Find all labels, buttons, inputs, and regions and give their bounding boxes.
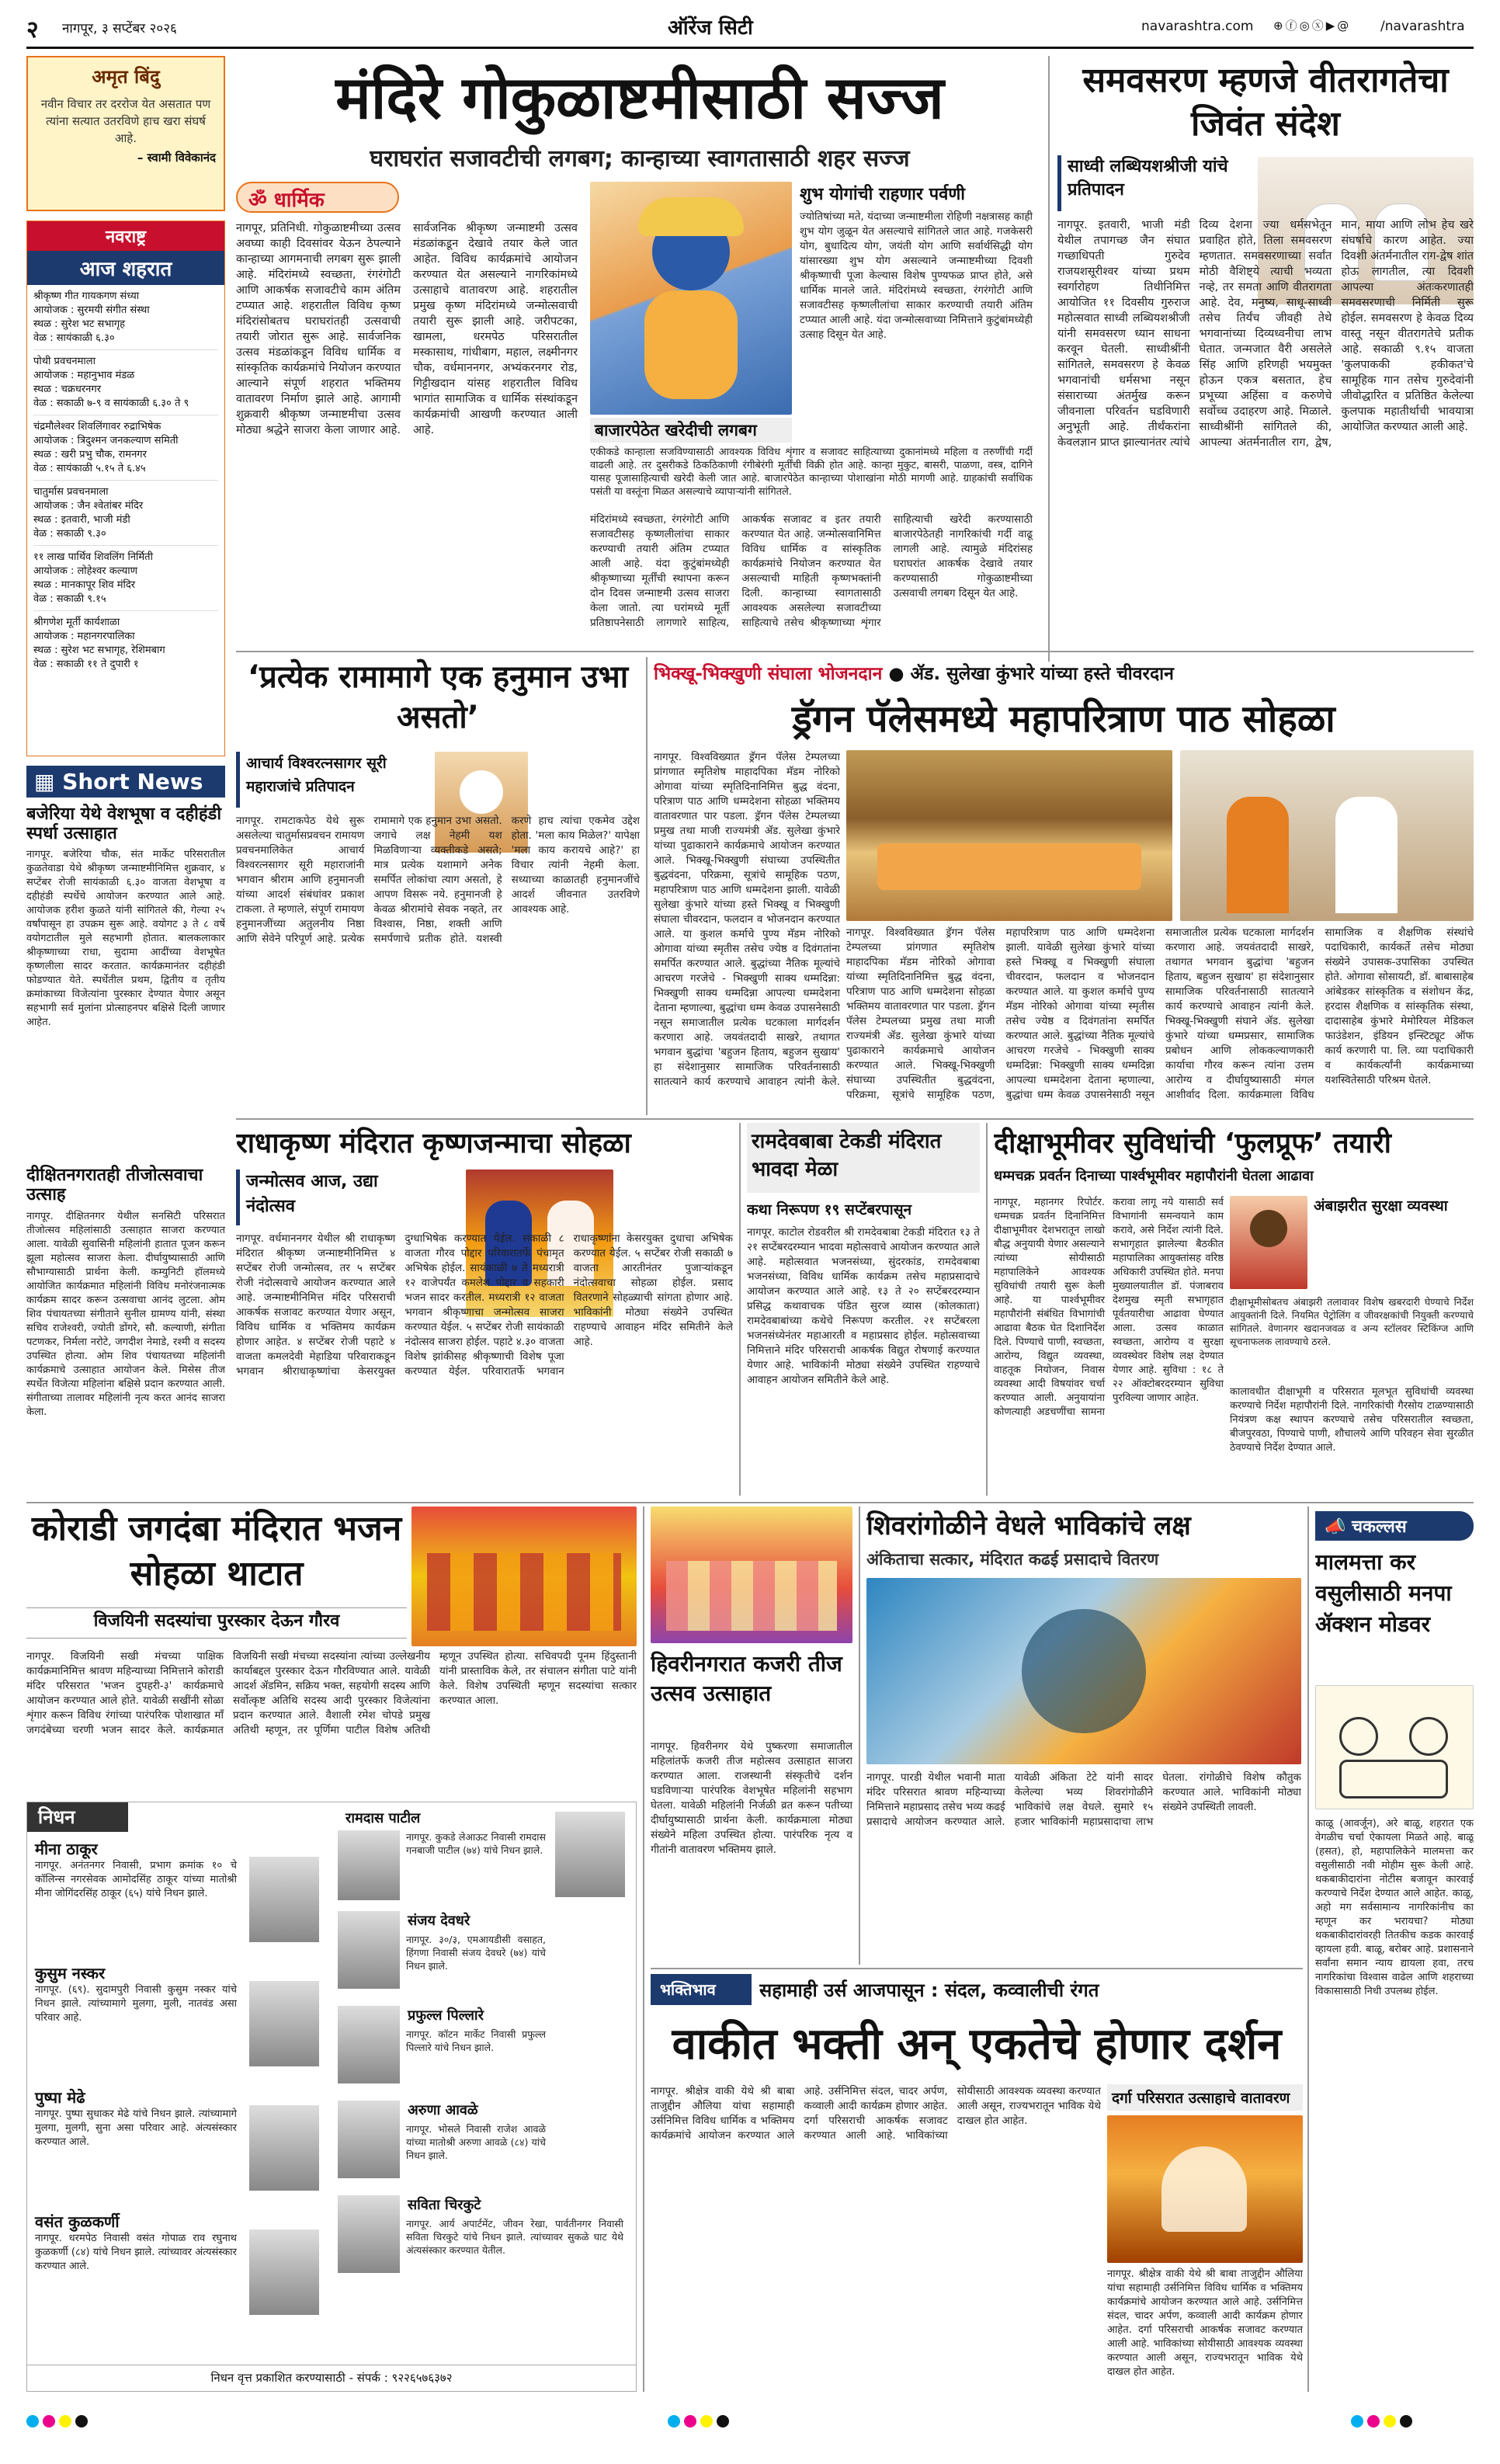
obit-name: प्रफुल्ल पिल्लारे: [408, 2007, 484, 2024]
shiva-sub: अंकिताचा सत्कार, मंदिरात कढई प्रसादाचे वितरण: [866, 1550, 1159, 1569]
event-item: श्रीकृष्ण गीत गायकगण संध्या आयोजक : सुरमयी संगीत संस्था स्थळ : सुरेश भट सभागृह वेळ : सायंकाळी ६.३०: [33, 290, 218, 350]
registration-dots-right: [1351, 2415, 1467, 2435]
ramamage-body: नागपूर. रामटाकपेठ येथे सुरू असलेल्या चातुर्मासप्रवचन रामायण प्रवचनमालिकेत आचार्य विश्वरत्नसागर सूरी महाराजांनी भगवान श्रीराम आणि हनुमानजी यांच्या आदर्श संबंधांवर प्रकाश टाकला. ते म्हणाले, संपूर्ण रामायण हनुमानजींच्या अतुलनीय निष्ठा आणि सेवेने परिपूर्ण आहे. प्रत्येक रामामागे एक हनुमान उभा असतो. जगाचे लक्ष नेहमी यश मिळविणाऱ्या व्यक्तीकडे असते; मात्र प्रत्येक यशामागे अनेक समर्पित लोकांचा त्याग असतो, हे आपण विसरू नये. हनुमानजी हे केवळ श्रीरामांचे सेवक नव्हते, तर विश्वास, निष्ठा, शक्ती आणि समर्पणाचे प्रतीक होते. यशस्वी करणे हाच त्यांचा एकमेव उद्देश होता. 'मला काय मिळेल?' यापेक्षा 'मला काय करायचे आहे?' हा विचार त्यांनी नेहमी केला. सध्याच्या काळातही हनुमानजींचे आदर्श जीवनात उतरविणे आवश्यक आहे.: [236, 815, 640, 945]
chaklas-tag: 📣 चकल्लस: [1315, 1511, 1474, 1541]
koradi-headline: कोराडी जगदंबा मंदिरात भजन सोहळा थाटात: [31, 1509, 402, 1593]
obit-body: नागपूर. आर्य अपार्टमेंट, जीवन रेखा, पार्वतीनगर निवासी सविता चिरकुटे यांचे निधन झाले. त्यांच्यावर सुकळे घाट येथे अंत्यसंस्कार करण्यात येतील.: [406, 2218, 627, 2256]
obit-photo: [338, 2195, 400, 2273]
main-body-1: नागपूर, प्रतिनिधी. गोकुळाष्टमीच्या उत्सव अवघ्या काही दिवसांवर येऊन ठेपल्याने कान्हाच्या आगमनाची लगबग सुरू झाली आहे. मंदिरांमध्ये स्वच्छता, रंगरंगोटी आणि आकर्षक सजावटीचे काम अंतिम टप्प्यात आहे. शहरातील विविध कृष्ण मंदिरांसोबतच घराघरांतही उत्सवाची तयारी जोरात सुरू आहे. सार्वजनिक उत्सव मंडळांकडून विविध धार्मिक व सांस्कृतिक कार्यक्रमांचे नियोजन करण्यात आल्याने संपूर्ण शहरात भक्तिमय वातावरण निर्माण झाले आहे. आगामी शुक्रवारी श्रीकृष्ण जन्माष्टमीचा उत्सव मोठ्या श्रद्धेने साजरा केला जाणार आहे. सार्वजनिक श्रीकृष्ण जन्माष्टमी उत्सव मंडळांकडून देखावे तयार केले जात आहेत. विविध कार्यक्रमांचे आयोजन करण्यात येत असल्याने नागरिकांमध्ये उत्साहाचे वातावरण आहे. शहरातील प्रमुख कृष्ण मंदिरांमध्ये जन्मोत्सवाची तयारी सुरू झाली आहे. जरीपटका, खामला, धरमपेठ परिसरातील मस्कासाथ, गांधीबाग, महाल, लक्ष्मीनगर चौक, वर्धमाननगर, अभ्यंकरनगर रोड, गिट्टीखदान यांसह शहरातील विविध भागांत सामाजिक व धार्मिक संस्थांकडून कार्यक्रमांची आखणी करण्यात आली आहे.: [236, 222, 578, 436]
ramamage-headline: ‘प्रत्येक रामामागे एक हनुमान उभा असतो’: [247, 659, 629, 735]
event-item: पोथी प्रवचनमाला आयोजक : महानुभाव मंडळ स्थळ : चक्रधरनगर वेळ : सकाळी ७-९ व सायंकाळी ६.३० ते ९: [33, 355, 218, 415]
bhikkhu-body-b: नागपूर. विश्वविख्यात ड्रॅगन पॅलेस टेम्पलच्या प्रांगणात स्मृतिशेष माहादपिका मॅडम नोरिको ओगावा यांच्या स्मृतिदिनानिमित्त बुद्ध वंदना, परित्राण पाठ आणि धम्मदेशना सोहळा भक्तिमय वातावरणात पार पडला. ड्रॅगन पॅलेस टेम्पलच्या प्रमुख तथा माजी राज्यमंत्री ॲड. सुलेखा कुंभारे यांच्या पुढाकाराने कार्यक्रमाचे आयोजन करण्यात आले. भिक्खू-भिक्खुणी संघाच्या उपस्थितीत बुद्धवंदना, परिक्रमा, सूत्रांचे सामूहिक पठण, महापरित्राण पाठ आणि धम्मदेशना झाली. यावेळी सुलेखा कुंभारे यांच्या हस्ते भिक्खू व भिक्खुणी संघाला चीवरदान, फलदान व भोजनदान करण्यात आले. या कुशल कर्माचे पुण्य मॅडम नोरिको ओगावा यांच्या स्मृतीस तसेच ज्येष्ठ व दिवंगतांना समर्पित करण्यात आले. बुद्धांच्या नैतिक मूल्यांचे आचरण गरजेचे - भिक्खुणी साक्य धम्मदिन्ना: भिक्खुणी साक्य धम्मदिन्ना आपल्या धम्मदेशना देताना म्हणाल्या, बुद्धांचा धम्म केवळ उपासनेसाठी नसून समाजातील प्रत्येक घटकाला मार्गदर्शन करणारा आहे. जयवंतदादी साखरे, तथागत भगवान बुद्धांचा 'बहुजन हिताय, बहुजन सुखाय' हा संदेशानुसार सामाजिक परिवर्तनासाठी सातत्याने कार्य करण्याचे आवाहन त्यांनी केले. भिक्खू-भिक्खुणी संघाने ॲड. सुलेखा कुंभारे यांच्या धम्मप्रसार, सामाजिक प्रबोधन आणि लोककल्याणकारी कार्याचा गौरव करून त्यांना उत्तम आरोग्य व दीर्घायुष्यासाठी मंगल आशीर्वाद दिला. कार्यक्रमाला विविध सामाजिक व शैक्षणिक संस्थांचे पदाधिकारी, कार्यकर्ते तसेच मोठ्या संख्येने उपासक-उपासिका उपस्थित होते. ओगावा सोसायटी, डॉ. बाबासाहेब आंबेडकर सांस्कृतिक व संशोधन केंद्र, हरदास शैक्षणिक व सांस्कृतिक संस्था, दादासाहेब कुंभारे मेमोरियल मेडिकल फाउंडेशन, इंडियन इन्स्टिट्यूट ऑफ कार्य करणारी पा. लि. व्या पदाधिकारी व कार्यकर्त्यांनी कार्यक्रमाच्या यशस्वितेसाठी परिश्रम घेतले.: [846, 926, 1474, 1101]
nidhan-title: निधन: [27, 1802, 128, 1832]
news-icon: ▦: [34, 769, 63, 794]
shiva-body: नागपूर. पारडी येथील भवानी माता मंदिर परिसरात श्रावण महिन्याच्या निमित्ताने महाप्रसाद तसेच भव्य कढई प्रसादाचे आयोजन करण्यात आले. यावेळी अंकिता टेटे यांनी सादर केलेल्या भव्य शिवरांगोळीने भाविकांचे लक्ष वेधले. सुमारे १५ हजार भाविकांनी महाप्रसादाचा लाभ घेतला. रांगोळीचे विशेष कौतुक करण्यात आले. भाविकांनी मोठ्या संख्येने उपस्थिती लावली.: [866, 1771, 1301, 1828]
page-number: २: [26, 16, 39, 43]
chaklas-body: काळू (आवर्जून), अरे बाळू, शहरात एक वेगळीच चर्चा ऐकायला मिळते आहे. बाळू (हसत), हो, महापालिकेने मालमत्ता कर वसुलीसाठी नवी मोहीम सुरू केली आहे. थकबाकीदारांना नोटीस बजावून कारवाई करण्याचे निर्देश देण्यात आले आहेत. काळू, अहो मग सर्वसामान्य नागरिकांनीच का म्हणून कर भरायचा? मोठ्या थकबाकीदारांवरही तितकीच कडक कारवाई व्हायला हवी. बाळू, बरोबर आहे. प्रशासनाने सर्वांना समान न्याय द्यायला हवा, तरच नागरिकांचा विश्वास वाढेल आणि शहराच्या विकासासाठी निधी उपलब्ध होईल.: [1315, 1818, 1474, 1997]
kajari-teej-photo: [651, 1507, 852, 1643]
page-header: [0, 0, 1500, 54]
obituary: [338, 1911, 630, 2001]
main-body-2: ज्योतिषांच्या मते, यंदाच्या जन्माष्टमीला रोहिणी नक्षत्रासह काही शुभ योग जुळून येत असल्याचे सांगितले जात आहे. गजकेसरी योग, बुधादित्य योग, जयंती योग आणि सर्वार्थसिद्धी योग यांसारख्या शुभ योग असल्याने जन्माष्टमीच्या दिवशी श्रीकृष्णाची पूजा केल्यास विशेष पुण्यफळ प्राप्त होते, असे धार्मिक मानले जाते. मंदिरांमध्ये स्वच्छता, रंगरंगोटी आणि सजावटीसह कृष्णलीलांचा साकार करण्याची तयारी अंतिम टप्प्यात आली आहे. यंदा जन्मोत्सवाच्या निमित्ताने कुटुंबांमध्येही उत्साह दिसून येत आहे.: [800, 210, 1033, 341]
obit-body: नागपूर. ३०/३, एमआयडीसी वसाहत, हिंगणा निवासी संजय देवधरे (७४) यांचे निधन झाले.: [406, 1934, 549, 1972]
bhakti-sub: दर्गा परिसरात उत्साहाचे वातावरण: [1107, 2084, 1303, 2111]
diksha-headline: दीक्षाभूमीवर सुविधांची ‘फुलप्रूफ’ तयारी: [994, 1128, 1391, 1159]
koradi-body: नागपूर. विजयिनी सखी मंचच्या पाक्षिक कार्यक्रमानिमित्त श्रावण महिन्याच्या निमित्ताने कोराडी मंदिर परिसरात 'भजन दुपहरी-३' कार्यक्रमाचे आयोजन करण्यात आले होते. यावेळी सखींनी सोळा शृंगार करून विविध रंगांच्या पारंपरिक पोशाखात माँ जगदंबेच्या चरणी भजन सादर केले. कार्यक्रमात विजयिनी सखी मंचच्या सदस्यांना त्यांच्या उल्लेखनीय कार्याबद्दल पुरस्कार देऊन गौरविण्यात आले. यावेळी आदर्श ॲडमिन, सक्रिय भक्त, सहयोगी सदस्य आणि सर्वोत्कृष्ट अतिथि सदस्य आदी पुरस्कार विजेत्यांना प्रदान करण्यात आले. वैशाली रमेश चोपडे प्रमुख अतिथी म्हणून, तर पूर्णिमा पाटील विशेष अतिथी म्हणून उपस्थित होत्या. सचिवपदी पूनम हिंदुस्तानी यांनी प्रास्ताविक केले, तर संचालन संगीता पाटे यांनी केले. विशेष उपस्थिती म्हणून सदस्यांचा सत्कार करण्यात आला.: [26, 1650, 637, 1736]
diksha-body: नागपूर, महानगर रिपोर्टर. धम्मचक्र प्रवर्तन दिनानिमित्त दीक्षाभूमीवर देशभरातून लाखो बौद्ध अनुयायी येणार असल्याने त्यांच्या सोयीसाठी महापालिकेने आवश्यक सुविधांची तयारी सुरू केली आहे. या पार्श्वभूमीवर महापौरांनी संबंधित विभागांची आढावा बैठक घेत दिशानिर्देश दिले. पिण्याचे पाणी, स्वच्छता, आरोग्य, विद्युत व्यवस्था, वाहतूक नियोजन, निवास व्यवस्था आदी विषयांवर चर्चा करण्यात आली. अनुयायांना कोणत्याही अडचणींचा सामना करावा लागू नये यासाठी सर्व विभागांनी समन्वयाने काम करावे, असे निर्देश त्यांनी दिले. सभागृहात झालेल्या बैठकीत महापालिका आयुक्तांसह वरिष्ठ अधिकारी उपस्थित होते. मनपा मुख्यालयातील डॉ. पंजाबराव देशमुख स्मृती सभागृहात पूर्वतयारीचा आढावा घेण्यात आला. उत्सव काळात स्वच्छता, आरोग्य व सुरक्षा व्यवस्थेवर विशेष लक्ष देण्यात येणार आहे. सुविधा : १८ ते २२ ऑक्टोबरदरम्यान सुविधा पुरविल्या जाणार आहेत.: [994, 1197, 1224, 1418]
event-item: चंद्रमौलेश्वर शिवलिंगावर रुद्राभिषेक आयोजक : त्रिदुश्मन जनकल्याण समिती स्थळ : खरी प्रभु चौक, रामनगर वेळ : सायंकाळी ५.१५ ते ६.४५: [33, 420, 218, 481]
amrut-bindu-box: [26, 56, 225, 211]
obit-body: नागपूर. भोसले निवासी राजेश आवळे यांच्या मातोश्री अरुणा आवळे (८४) यांचे निधन झाले.: [406, 2123, 549, 2161]
obit-name: रामदास पाटील: [345, 1810, 421, 1826]
hivri-body: नागपूर. हिवरीनगर येथे पुष्करणा समाजातील महिलांतर्फे कजरी तीज महोत्सव उत्साहात साजरा करण्यात आला. राजस्थानी संस्कृतीचे दर्शन घडविणाऱ्या पारंपरिक वेशभूषेत महिलांनी सहभाग घेतला. यावेळी महिलांनी निर्जळी व्रत करून पतीच्या दीर्घायुष्यासाठी प्रार्थना केली. कार्यक्रमाला मोठ्या संख्येने महिला उपस्थित होत्या. पारंपरिक नृत्य व गीतांनी वातावरण भक्तिमय झाले.: [651, 1740, 852, 1856]
bhikkhu-headline: ड्रॅगन पॅलेसमध्ये महापरित्राण पाठ सोहळा: [792, 697, 1335, 741]
aaj-title: आज शहरात: [27, 251, 224, 285]
obit-name: पुष्पा मेढे: [35, 2088, 85, 2107]
obit-photo: [249, 2229, 319, 2315]
whatsapp-icon[interactable]: ⊕: [1273, 19, 1286, 33]
ramdev-body: नागपूर. काटोल रोडवरील श्री रामदेवबाबा टेकडी मंदिरात १३ ते २१ सप्टेंबरदरम्यान भादवा महोत्सवाचे आयोजन करण्यात आले आहे. महोत्सवात भजनसंध्या, सुंदरकांड, रामदेवबाबा भजनसंध्या, विविध धार्मिक कार्यक्रम तसेच महाप्रसादाचे आयोजन करण्यात आले आहे. १३ ते २० सप्टेंबरदरम्यान प्रसिद्ध कथावाचक पंडित सुरज व्यास (कोलकाता) रामदेवबाबांच्या कथेचे निरूपण करतील. २१ सप्टेंबरला भजनसंध्येनंतर महाआरती व महाप्रसाद होईल. महोत्सवाच्या निमित्ताने मंदिर परिसराची आकर्षक विद्युत रोषणाई करण्यात येणार आहे. भाविकांनी मोठ्या संख्येने उपस्थित राहण्याचे आवाहन आयोजन समितीने केले आहे.: [747, 1226, 980, 1386]
main-deck: घराघरांत सजावटीची लगबग; कान्हाच्या स्वागतासाठी शहर सज्ज: [370, 145, 910, 172]
nidhan-box: [26, 1802, 637, 2392]
diksha-box-title: अंबाझरीत सुरक्षा व्यवस्था: [1314, 1197, 1448, 1215]
site-link[interactable]: navarashtra.com: [1141, 19, 1254, 34]
obit-name: वसंत कुळकर्णी: [35, 2212, 120, 2231]
registration-dots-center: [668, 2415, 823, 2435]
amrut-text: नवीन विचार तर दररोज येत असतात पण त्यांना सत्यात उतरविणे हाच खरा संघर्ष आहे.: [40, 97, 211, 145]
short-news-body: नागपूर. दीक्षितनगर येथील सनसिटी परिसरात तीजोत्सव महिलांसाठी उत्साहात साजरा करण्यात आला. यावेळी सुवासिनी महिलांनी हातात पूजन करून झूला महोत्सव साजरा केला. दीर्घायुष्यासाठी आणि सौभाग्यासाठी प्रार्थना केली. कम्युनिटी हॉलमध्ये आयोजित कार्यक्रमात महिलांनी विविध मनोरंजनात्मक कार्यक्रम सादर करून उत्सवाचा आनंद लुटला. ओम शिव पंचायतच्या संगीताने सुनील ग्रामण्य यांनी, संस्था सचिव राजेश्वरी, ज्योती डोंगरे, सौ. कल्याणी, संगीता पटणकर, निर्मला नरोटे, जगदीश नेमाडे, रश्मी व सदस्य उपस्थित होत्या. ओम शिव पंचायतच्या महिलांनी कार्यक्रमाचे उत्साहात आयोजन केले. मिसेस तीज स्पर्धेत विजेत्या महिलांना बक्षिसे प्रदान करण्यात आली. संगीताच्या तालावर महिलांनी नृत्य करत आनंद साजरा केला.: [26, 1210, 225, 1418]
obit-name: सविता चिरकुटे: [408, 2197, 481, 2213]
x-icon[interactable]: ⓧ: [1311, 19, 1326, 33]
dragon-palace-photo: [846, 750, 1172, 921]
obituary: [35, 1962, 322, 2079]
obit-photo: [338, 1830, 400, 1900]
aaj-shahrat-box: [26, 221, 225, 756]
threads-icon[interactable]: @: [1337, 19, 1352, 33]
obit-photo: [249, 1857, 319, 1942]
main-body-4: मंदिरांमध्ये स्वच्छता, रंगरंगोटी आणि सजावटीसह कृष्णलीलांचा साकार करण्याची तयारी अंतिम टप्प्यात आली आहे. यंदा कुटुंबांमध्येही श्रीकृष्णाच्या मूर्तींची स्थापना करून दोन दिवस जन्माष्टमी उत्सव साजरा केला जातो. त्या घरांमध्ये मूर्ती प्रतिष्ठापनेसाठी लागणारे साहित्य, आकर्षक सजावट व इतर तयारी करण्यात येत आहे. जन्मोत्सवानिमित्त विविध धार्मिक व सांस्कृतिक कार्यक्रमांचे नियोजन करण्यात येत असल्याची माहिती कृष्णभक्तांनी दिली. कान्हाच्या स्वागतासाठी आवश्यक असलेल्या सजावटीच्या साहित्याचे तसेच श्रीकृष्णाच्या शृंगार साहित्याची खरेदी करण्यासाठी बाजारपेठेतही नागरिकांची गर्दी वाढू लागली आहे. त्यामुळे मंदिरांसह घराघरांत आकर्षक देखावे तयार करण्यासाठी गोकुळाष्टमीच्या उत्सवाची लगबग दिसून येत आहे.: [590, 513, 1033, 629]
obit-photo: [249, 1981, 319, 2066]
section-title: ऑरेंज सिटी: [668, 16, 753, 40]
obituary: [338, 1809, 630, 1906]
youtube-icon[interactable]: ▶: [1325, 19, 1338, 33]
instagram-icon[interactable]: ◎: [1299, 19, 1312, 33]
obituary: [338, 2101, 630, 2191]
obit-body: नागपूर. (६९). सुदामपुरी निवासी कुसुम नस्कर यांचे निधन झाले. त्यांच्यामागे मुलगा, मुली, नातवंड असा परिवार आहे.: [35, 1984, 241, 2024]
event-item: चातुर्मास प्रवचनमाला आयोजक : जैन श्वेतांबर मंदिर स्थळ : इतवारी, भाजी मंडी वेळ : सकाळी ९.३०: [33, 485, 218, 546]
obituary: [338, 2195, 630, 2335]
brand-label: नवराष्ट्र: [27, 221, 224, 251]
ramdev-sub: कथा निरूपण १९ सप्टेंबरपासून: [747, 1201, 912, 1218]
social-icons: [1273, 17, 1351, 33]
samav-headline: समवसरण म्हणजे वीतरागतेचा जिवंत संदेश: [1082, 61, 1449, 144]
amrut-author: – स्वामी विवेकानंद: [137, 151, 216, 165]
obit-body: नागपूर. कुकडे लेआऊट निवासी रामदास गनबाजी पाटील (७४) यांचे निधन झाले.: [406, 1831, 549, 1856]
event-list: [27, 285, 224, 676]
obit-photo: [338, 2101, 400, 2178]
bhakti-body: नागपूर. श्रीक्षेत्र वाकी येथे श्री बाबा ताजुद्दीन औलिया यांचा सहामाही उर्सनिमित्त विविध धार्मिक व भक्तिमय कार्यक्रमांचे आयोजन करण्यात आले आहे. उर्सनिमित्त संदल, चादर अर्पण, कव्वाली आदी कार्यक्रम होणार आहेत. दर्गा परिसराची आकर्षक सजावट करण्यात आली आहे. भाविकांच्या सोयीसाठी आवश्यक व्यवस्था करण्यात आली असून, राज्यभरातून भाविक येथे दाखल होत आहेत.: [651, 2085, 1101, 2142]
chaklas-cartoon: [1315, 1685, 1474, 1809]
krishna-photo: [590, 182, 792, 415]
chaklas-headline: मालमत्ता कर वसुलीसाठी मनपा ॲक्शन मोडवर: [1315, 1549, 1452, 1637]
obituary: [35, 2087, 322, 2203]
radha-body: नागपूर. वर्धमाननगर येथील श्री राधाकृष्ण मंदिरात श्रीकृष्ण जन्माष्टमीनिमित्त ४ सप्टेंबर रोजी जन्मोत्सव, तर ५ सप्टेंबर रोजी नंदोत्सवाचे आयोजन करण्यात आले आहे. जन्माष्टमीनिमित्त मंदिर परिसराची आकर्षक सजावट करण्यात येणार असून, विविध धार्मिक व भक्तिमय कार्यक्रम होणार आहेत. ४ सप्टेंबर रोजी पहाटे ४ वाजता कमलदेवी मेहाडिया परिवाराकडून भगवान श्रीराधाकृष्णांचा केसरयुक्त दुग्धाभिषेक करण्यात येईल. सकाळी ८ वाजता गौरव पोद्दार परिवारातर्फे पंचामृत अभिषेक होईल. सायंकाळी ७ ते मध्यरात्री १२ वाजेपर्यंत कमलेश पोद्दार व सहकारी भजन सादर करतील. मध्यरात्री १२ वाजता भगवान श्रीकृष्णाचा जन्मोत्सव साजरा करण्यात येईल. ५ सप्टेंबर रोजी सायंकाळी नंदोत्सव साजरा होईल. पहाटे ४.३० वाजता विशेष झांकीसह श्रीकृष्णाची विशेष पूजा करण्यात येईल. परिवारातर्फे भगवान राधाकृष्णांना केसरयुक्त दुधाचा अभिषेक करण्यात येईल. ५ सप्टेंबर रोजी सकाळी ७ वाजता आरतीनंतर पुजाऱ्यांकडून नंदोत्सवाचा सोहळा होईल. प्रसाद वितरणाने सोहळ्याची सांगता होणार आहे. भाविकांनी मोठ्या संख्येने उपस्थित राहण्याचे आवाहन मंदिर समितीने केले आहे.: [236, 1232, 733, 1378]
category-tag: ॐ धार्मिक: [236, 182, 399, 213]
diksha-box-body: दीक्षाभूमीसोबतच अंबाझरी तलावावर विशेष खबरदारी घेण्याचे निर्देश आयुक्तांनी दिले. नियमित पेट्रोलिंग व जीवरक्षकांची नियुक्ती करण्याचे सांगितले. वेणानगर खदानजवळ व अन्य स्टॉलवर स्टिकिंग्ज आणि सूचनाफलक लावण्याचे ठरले.: [1230, 1296, 1474, 1347]
bullet-icon: ●: [882, 664, 911, 684]
bhikkhu-kicker: भिक्खू-भिक्खुणी संघाला भोजनदान ● ॲड. सुलेखा कुंभारे यांच्या हस्ते चीवरदान: [654, 664, 1174, 684]
obit-photo: [249, 2105, 319, 2191]
main-body-3: एकीकडे कान्हाला सजविण्यासाठी आवश्यक विविध शृंगार व सजावट साहित्याच्या दुकानांमध्ये महिला व तरुणींची गर्दी वाढली आहे. तर दुसरीकडे ठिकठिकाणी रंगीबेरंगी मूर्तींची विक्री होत आहे. कान्हा मुकुट, बासरी, पाळणा, वस्त्र, दागिने यासह पूजासाहित्याची खरेदी केली जात आहे. बाजारपेठेत कान्हाच्या पोशाखांना मोठी मागणी आहे. ग्राहकांची सर्वाधिक पसंती या वस्तूंना मिळत असल्याचे व्यापाऱ्यांनी सांगितले.: [590, 447, 1033, 498]
megaphone-icon: 📣: [1325, 1517, 1352, 1537]
diksha-box-body-2: कालावधीत दीक्षाभूमी व परिसरात मूलभूत सुविधांची व्यवस्था करण्याचे निर्देश महापौरांनी दिले. नागरिकांची गैरसोय टाळण्यासाठी नियंत्रण कक्ष स्थापन करण्याचे तसेच परिसरातील स्वच्छता, बीजपुरवठा, पिण्याचे पाणी, शौचालये आणि परिवहन सेवा सुरळीत ठेवण्याचे निर्देश देण्यात आले.: [1230, 1386, 1474, 1454]
bhakti-kicker: सहामाही उर्स आजपासून : संदल, कव्वालीची रंगत: [759, 1979, 1099, 2001]
sub-head-1: शुभ योगांची राहणार पर्वणी: [800, 185, 965, 204]
om-icon: ॐ: [248, 189, 274, 212]
bhakti-body-2: नागपूर. श्रीक्षेत्र वाकी येथे श्री बाबा ताजुद्दीन औलिया यांचा सहामाही उर्सनिमित्त विविध धार्मिक व भक्तिमय कार्यक्रमांचे आयोजन करण्यात आले आहे. उर्सनिमित्त संदल, चादर अर्पण, कव्वाली आदी कार्यक्रम होणार आहेत. दर्गा परिसराची आकर्षक सजावट करण्यात आली आहे. भाविकांच्या सोयीसाठी आवश्यक व्यवस्था करण्यात आली असून, राज्यभरातून भाविक येथे दाखल होत आहेत.: [1107, 2268, 1303, 2378]
shiva-rangoli-photo: [866, 1578, 1301, 1764]
obit-name: कुसुम नस्कर: [35, 1964, 106, 1983]
dargah-photo: [1107, 2115, 1303, 2263]
obit-name: संजय देवधरे: [408, 1913, 470, 1929]
shiva-headline: शिवरांगोळीने वेधले भाविकांचे लक्ष: [866, 1510, 1191, 1541]
obituary: [35, 2211, 322, 2351]
event-item: श्रीगणेश मूर्ती कार्यशाळा आयोजक : महानगरपालिका स्थळ : सुरेश भट सभागृह, रेशिमबाग वेळ : सकाळी ११ ते दुपारी १: [33, 617, 165, 670]
nidhan-footer: निधन वृत्त प्रकाशित करण्यासाठी - संपर्क : ९२२६५७६३७२: [27, 2365, 636, 2391]
main-headline: मंदिरे गोकुळाष्टमीसाठी सज्ज: [335, 63, 944, 132]
obit-body: नागपूर. अनंतनगर निवासी, प्रभाग क्रमांक १० चे कॉलिन्स नगरसेवक आमोदसिंह ठाकूर यांच्या मातोश्री मीना जोगिंदरसिंह ठाकूर (६५) यांचे निधन झाले.: [35, 1860, 241, 1899]
koradi-sub: विजयिनी सदस्यांचा पुरस्कार देऊन गौरव: [26, 1607, 407, 1639]
facebook-icon[interactable]: ⓕ: [1285, 19, 1300, 33]
obit-name: मीना ठाकूर: [35, 1840, 98, 1858]
obituary: [35, 1838, 322, 1955]
short-news-head: बजेरिया येथे वेशभूषा व दहीहंडी स्पर्धा उत्साहात: [26, 805, 222, 843]
registration-dots-left: [26, 2415, 182, 2435]
obit-photo: [338, 2006, 400, 2083]
social-handle[interactable]: /navarashtra: [1380, 19, 1465, 34]
dateline: नागपूर, ३ सप्टेंबर २०२६: [62, 21, 177, 36]
short-news-body: नागपूर. बजेरिया चौक, संत मार्केट परिसरातील कुळतेवाडा येथे श्रीकृष्ण जन्माष्टमीनिमित्त शुक्रवार, ४ सप्टेंबर रोजी सायंकाळी ६.३० वाजता वेशभूषा व दहीहंडी स्पर्धेचे आयोजन करण्यात आले आहे. आयोजक हरीश कुळते यांनी सांगितले की, गेल्या २५ वर्षांपासून हा उपक्रम सुरू आहे. वयोगट ३ ते ८ वर्षे वयोगटातील मुले सहभागी होतात. बालकलाकार श्रीकृष्णाच्या राधा, सुदामा आदींच्या वेशभूषेत कृष्णलीला सादर करतात. कार्यक्रमानंतर दहीहंडी फोडण्यात येते. स्पर्धेतील प्रथम, द्वितीय व तृतीय क्रमांकाच्या विजेत्यांना पुरस्कार देण्यात येणार असून सहभागी सर्व मुलांना प्रोत्साहनपर बक्षिसे दिली जाणार आहेत.: [26, 849, 225, 1029]
obit-body: नागपूर. पुष्पा सुधाकर मेढे यांचे निधन झाले. त्यांच्यामागे मुलगा, मुलगी, सुना असा परिवार आहे. अंत्यसंस्कार करण्यात आले.: [35, 2108, 241, 2148]
obituary: [338, 2006, 630, 2096]
amrut-title: अमृत बिंदु: [92, 66, 160, 88]
short-news-head: दीक्षितनगरातही तीजोत्सवाचा उत्साह: [26, 1166, 203, 1204]
chivardan-photo: [1180, 750, 1474, 921]
mayor-photo: [1230, 1196, 1307, 1289]
bhikkhu-body-a: नागपूर. विश्वविख्यात ड्रॅगन पॅलेस टेम्पलच्या प्रांगणात स्मृतिशेष माहादपिका मॅडम नोरिको ओगावा यांच्या स्मृतिदिनानिमित्त बुद्ध वंदना, परित्राण पाठ आणि धम्मदेशना सोहळा भक्तिमय वातावरणात पार पडला. ड्रॅगन पॅलेस टेम्पलच्या प्रमुख तथा माजी राज्यमंत्री ॲड. सुलेखा कुंभारे यांच्या पुढाकाराने कार्यक्रमाचे आयोजन करण्यात आले. भिक्खू-भिक्खुणी संघाच्या उपस्थितीत बुद्धवंदना, परिक्रमा, सूत्रांचे सामूहिक पठण, महापरित्राण पाठ आणि धम्मदेशना झाली. यावेळी सुलेखा कुंभारे यांच्या हस्ते भिक्खू व भिक्खुणी संघाला चीवरदान, फलदान व भोजनदान करण्यात आले. या कुशल कर्माचे पुण्य मॅडम नोरिको ओगावा यांच्या स्मृतीस तसेच ज्येष्ठ व दिवंगतांना समर्पित करण्यात आले. बुद्धांच्या नैतिक मूल्यांचे आचरण गरजेचे - भिक्खुणी साक्य धम्मदिन्ना: भिक्खुणी साक्य धम्मदिन्ना आपल्या धम्मदेशना देताना म्हणाल्या, बुद्धांचा धम्म केवळ उपासनेसाठी नसून समाजातील प्रत्येक घटकाला मार्गदर्शन करणारा आहे. जयवंतदादी साखरे, तथागत भगवान बुद्धांचा 'बहुजन हिताय, बहुजन सुखाय' हा संदेशानुसार सामाजिक परिवर्तनासाठी सातत्याने कार्य करण्याचे आवाहन त्यांनी केले.: [654, 751, 840, 1088]
ramdev-headline: रामदेवबाबा टेकडी मंदिरात भावदा मेळा: [747, 1123, 980, 1193]
bhakti-headline: वाकीत भक्ती अन् एकतेचे होणार दर्शन: [672, 2019, 1282, 2070]
ramamage-sub: आचार्य विश्वरत्नसागर सूरी महाराजांचे प्रतिपादन: [236, 752, 422, 808]
obit-name: अरुणा आवळे: [408, 2102, 478, 2118]
obit-photo: [338, 1911, 400, 1989]
obit-body: नागपूर. कॉटन मार्केट निवासी प्रफुल्ल पिल्लारे यांचे निधन झाले.: [406, 2028, 549, 2053]
hivri-headline: हिवरीनगरात कजरी तीज उत्सव उत्साहात: [651, 1651, 842, 1706]
event-item: ११ लाख पार्थिव शिवलिंग निर्मिती आयोजक : लोहेश्वर कल्याण स्थळ : मानकापूर शिव मंदिर वेळ : सकाळी ९.१५: [33, 551, 218, 611]
sub-head-2: बाजारपेठेत खरेदीची लगबग: [590, 418, 792, 443]
koradi-group-photo: [411, 1507, 637, 1646]
radha-sub: जन्मोत्सव आज, उद्या नंदोत्सव: [236, 1169, 407, 1225]
radha-headline: राधाकृष्ण मंदिरात कृष्णजन्माचा सोहळा: [236, 1128, 631, 1159]
short-news: [26, 766, 225, 1465]
obit-photo: [555, 1812, 625, 1897]
bhakti-tag: भक्तिभाव: [651, 1974, 752, 2005]
samav-sub: साध्वी लब्धियशश्रीजी यांचे प्रतिपादन: [1057, 155, 1244, 211]
short-news-title: ▦ Short News: [26, 766, 225, 798]
diksha-sub: धम्मचक्र प्रवर्तन दिनाच्या पार्श्वभूमीवर महापौरांनी घेतला आढावा: [994, 1168, 1314, 1184]
obit-body: नागपूर. धरमपेठ निवासी वसंत गोपाळ राव रघुनाथ कुळकर्णी (८४) यांचे निधन झाले. त्यांच्यावर अंत्यसंस्कार करण्यात आले.: [35, 2233, 241, 2272]
samav-body: नागपूर. इतवारी, भाजी मंडी येथील तपागच्छ जैन संघात गच्छाधिपती गुरुदेव राजयशसूरीश्वर यांच्या प्रथम स्वर्गारोहण तिथीनिमित्त आयोजित ११ दिवसीय गुरुराज महोत्सवात साध्वी लब्धियशश्रीजी यांनी समवसरण ध्यान साधना करवून घेतली. साध्वीश्रींनी सांगितले, समवसरण हे केवळ भगवानांची धर्मसभा नसून संसाराच्या अंतर्मुख करून जीवनाला परिवर्तन घडविणारी अनुभूती आहे. तीर्थंकरांना केवलज्ञान प्राप्त झाल्यानंतर त्यांचे दिव्य देशना ज्या धर्मसभेतून प्रवाहित होते, तिला समवसरण म्हणतात. समवसरणाच्या सर्वांत मोठी वैशिष्ट्ये त्याची भव्यता नव्हे, तर समता आणि वीतरागता आहे. देव, मनुष्य, साधू-साध्वी तसेच तिर्यंच जीवही तेथे भगवानांच्या दिव्यध्वनीचा लाभ घेतात. जन्मजात वैरी असलेले सिंह आणि हरिणही भयमुक्त होऊन एकत्र बसतात, हेच प्रभूच्या अहिंसा व करुणेचे सर्वोच्च उदाहरण आहे. मिळाले. साध्वीश्रींनी सांगितले की, आपल्या अंतर्मनातील राग, द्वेष, मान, माया आणि लोभ हेच खरे संघर्षाचे कारण आहेत. ज्या दिवशी अंतर्मनातील राग-द्वेष शांत होऊ लागतील, त्या दिवशी आपल्या अंतःकरणातही समवसरणाची निर्मिती सुरू होईल. समवसरण हे केवळ दिव्य वास्तू नसून वीतरागतेचे प्रतीक आहे. सकाळी ९.१५ वाजता 'कुलपाककी हकीकत'चे सामूहिक गान तसेच गुरुदेवांनी जीवोद्धारित व प्रतिष्ठित केलेल्या कुलपाक महातीर्थाची भावयात्रा आयोजित करण्यात आली आहे.: [1057, 219, 1474, 449]
